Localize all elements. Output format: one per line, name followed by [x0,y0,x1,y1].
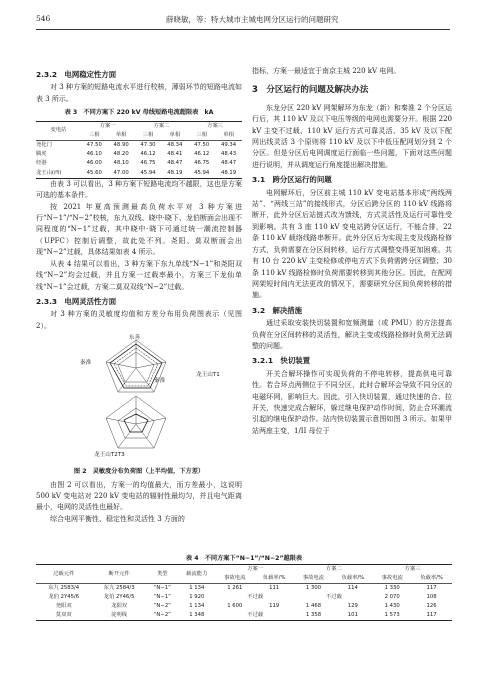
table-4-group-header: 方案一 [247,566,264,572]
table-cell: 淀明线 [111,612,128,618]
table-cell: 东九 2584/3 [103,585,135,591]
table-cell: 126 [426,603,437,609]
table-cell: 114 [347,585,358,591]
table-4-group-header: 方案二 [325,566,342,572]
figure-2-caption: 图 2 灵敏度分布负荷图（上半均值，下方差） [73,468,205,476]
paragraph: 对 3 种方案的短路电流水平进行校核，薄弱环节的短路电流如表 3 所示。 [36,83,242,103]
table-3-sub-header: 三相 [88,131,100,138]
section-3-2-heading: 3.2 解决措施 [252,305,303,315]
table-cell: 1 430 [384,603,400,609]
radar-axis-label-top: 东善 [129,335,141,342]
table-cell: 48.47 [220,160,237,167]
table-cell: 48.20 [113,151,129,158]
right-column [252,66,452,437]
table-row [36,584,452,594]
table-cell: 不过载 [247,612,264,618]
table-3-sub-header: 单相 [169,131,181,138]
section-3-heading: 3 分区运行的问题及解决办法 [252,85,369,96]
table-4-sub-header: 事故电流 [302,575,325,581]
table-cell: 101 [347,612,358,618]
table-row [36,150,242,159]
table-cell: 1 358 [305,612,322,618]
table-cell: 经港 [36,160,47,167]
table-4-col-header: 断开元件 [91,565,146,584]
paragraph: 按 2021 年夏高预测最高负荷水平对 3 种方案进行“N−1”/“N−2”校核，东九双线、晓中·晓下、龙伯断面会出现不同程度的“N−1”过载，其中晓中·晓下可通过统一潮流控制器（UPFC）控制后调整，故此处不列。尧阳、莫双断面会出现“N−2”过载，具体结果如表 4 所示。 [36,202,242,257]
paragraph: 通过采取安装快切装置和宽频测量（或 PMU）的方法提高负荷在分区间转移的灵活性，解决主变或线路检修时负荷无法调整的问题。 [252,319,452,350]
table-cell: 117 [426,612,437,618]
paragraph: 东龙分区 220 kV 网架解环为东龙（新）和秦淮 2 个分区运行后，其 110 kV 及以下电压等级的电网也需要分开。根据 220 kV 主变不过载、110 kV 运行方式可靠灵活、35 kV 及以下配网出线灵活 3 个原则将 110 kV 及以下中低压配网划分到 2 个分区。但是分区后电网调度运行面临一些问题，下面对这些问题进行说明，并从调度运行角度提出解决措施。 [252,103,452,169]
table-cell: 46.12 [140,151,156,158]
table-cell: 龙王山(西) [36,169,62,176]
table-4-col-header: 类型 [147,565,178,584]
table-cell: 尧化门 [36,142,52,149]
table-cell: 108 [426,594,437,600]
table-cell: 119 [269,603,280,609]
section-3-1-heading: 3.1 跨分区运行的问题 [252,175,332,185]
table-cell: 尧阳双 [55,603,72,609]
page-header [36,14,450,28]
table-cell: 46.12 [194,151,210,158]
table-4-group-header: 方案三 [404,566,421,572]
table-cell: 48.19 [220,169,237,176]
table-cell: “N−1” [153,585,171,591]
radar-axis-label-left: 秦淮 [80,360,92,367]
table-3-caption: 表 3 不同方案下 220 kV 母线短路电流超限表 kA [64,109,214,117]
table-4-col-header: 载流能力 [178,565,216,584]
radar-axis-label-center: 秦淮 [154,378,166,385]
table-cell: 47.50 [86,142,102,149]
table-4-col-header: 过载元件 [36,565,91,584]
table-cell: 莫双双 [55,612,72,618]
table-row [36,169,242,179]
table-cell: 1 468 [305,603,322,609]
radar-svg [36,334,242,454]
table-cell: 49.34 [220,142,237,149]
table-cell: 1 134 [189,603,205,609]
table-cell: 48.43 [220,151,237,158]
table-cell: 46.75 [140,160,156,167]
table-4-block [36,551,452,621]
table-cell: 龙伯 2Y46/5 [103,594,135,600]
table-cell: 48.47 [167,160,183,167]
table-row [36,159,242,168]
paragraph: 电网解环后，分区前主城 110 kV 变电站基本形成“两线两站”、“两线三站”的接线形式，分区后跨分区的 110 kV 线路将断开，此外分区后站链式改为馈线，方式灵活性及运行可靠性受到影响。共有 3 座 110 kV 变电站跨分区运行，不能合排，22 条 110 kV 载络线路串断开。此外分区后为实现主变及线路检修方式，负荷需要在分区间转移，运行方式调整变得更加困难。共有 10 台 220 kV 主变检修或停电方式下负荷需跨分区调整；30 条 110 kV 线路检修时负荷需要转移到其他分区。因此，在配网网架短时间内无法更改的情况下，需要研究分区间负荷转移的措施。 [252,188,452,300]
table-cell: 48.41 [167,151,183,158]
running-title: 薛晓敏，等：特大城市主城电网分区运行的问题研究 [166,15,339,24]
table-cell: 45.60 [86,169,102,176]
table-cell: 1 134 [189,585,205,591]
paragraph: 从表 4 结果可以看出，3 种方案下东九单线“N−1”和尧阳双线“N−2”均会过载，并且方案一过载率最小，方案三下龙仙单线“N−1”会过载，方案二莫双双线“N−2”过载。 [36,259,242,291]
radar-axis-label-bottom: 龙王山T2T3 [94,452,125,459]
table-cell: 腾虎 [36,151,47,158]
table-4-sub-header: 事故电流 [381,575,403,581]
paragraph: 对 3 种方案的灵敏度均值和方差分布用负荷图表示（见图 2）。 [36,310,242,330]
table-3-sub-header: 三相 [196,131,207,138]
table-3-sub-header: 单相 [115,131,127,138]
table-cell: 龙阳双 [111,603,128,609]
table-4-sub-header: 事故电流 [224,575,246,581]
table-cell: 129 [347,603,358,609]
table-cell: 东九 2583/4 [48,585,80,591]
table-cell: 47.50 [194,142,210,149]
table-cell: 不过载 [247,594,264,600]
table-cell: 48.10 [113,160,129,167]
section-2-3-3-heading: 2.3.3 电网灵活性方面 [36,296,117,306]
table-cell: 48.90 [113,142,129,149]
header-rule [36,29,450,30]
table-cell: 1 261 [227,585,243,591]
table-4 [36,564,452,621]
table-3-sub-header: 单相 [223,131,234,138]
table-cell: 1 573 [384,612,400,618]
paragraph: 综合电网平衡性、稳定性和灵活性 3 方面的 [50,514,185,523]
table-cell: 48.19 [167,169,183,176]
table-row [36,593,452,602]
page-number: 546 [36,14,51,23]
table-cell: 48.34 [167,142,183,149]
table-cell: 45.94 [140,169,156,176]
table-3 [36,121,242,179]
table-row [36,141,242,151]
section-2-3-2-heading: 2.3.2 电网稳定性方面 [36,70,117,79]
table-4-sub-header: 负载率/% [420,575,443,581]
table-row [36,602,452,611]
table-4-sub-header: 负载率/% [341,575,365,581]
table-cell: 1 348 [189,612,205,618]
table-cell: 46.75 [194,160,210,167]
section-3-2-1-heading: 3.2.1 快切装置 [252,356,310,366]
table-cell: 1 330 [384,585,400,591]
table-3-col-header: 变电站 [36,121,81,140]
left-column [36,66,242,525]
table-cell: 不过载 [325,594,342,600]
table-cell: 46.00 [86,160,102,167]
table-cell: 1 920 [189,594,205,600]
paragraph: 由图 2 可以看出，方案一的均值最大，而方差最小，这说明 500 kV 变电站对 220 kV 变电站的辐射性最均匀，并且电气距离最小，电网的灵活性也最好。 [36,480,242,512]
paragraph: 开关合解环操作可实现负荷的不停电转移，提高供电可靠性。若合环点两侧位于不同分区，此时合解环会导致不同分区的电磁环网，影响巨大。因此，引入快切装置，通过快速的合、拉开关，快速完成合解环，躲过继电保护动作时间，防止合环潮流引起的继电保护动作。站内快切装置示意图如图 3 所示。如果甲站两座主变，1/II 母位于 [252,369,452,435]
table-cell: 47.00 [113,169,129,176]
table-cell: 45.94 [194,169,210,176]
table-row [36,611,452,621]
paragraph: 指标，方案一最适宜于南京主城 220 kV 电网。 [252,67,401,75]
table-cell: 117 [426,585,437,591]
table-cell: “N−2” [153,612,171,618]
table-cell: 46.10 [86,151,102,158]
table-cell: 111 [269,585,280,591]
radar-axis-label-right: 龙王山T1 [196,372,220,379]
table-3-sub-header: 三相 [142,131,154,138]
table-4-caption: 表 4 不同方案下“N−1”/“N−2”越限表 [185,555,303,562]
table-cell: 1 300 [305,585,322,591]
table-cell: 47.30 [140,142,156,149]
table-cell: “N−1” [153,594,171,600]
table-3-group-header: 方案二 [153,122,170,129]
table-cell: 1 600 [227,603,243,609]
table-cell: “N−2” [153,603,171,609]
table-cell: 龙伯 2Y45/6 [48,594,80,600]
paragraph: 由表 3 可以看出，3 种方案下短路电流均不越限，这也是方案可选的基本条件。 [36,179,242,200]
table-3-group-header: 方案一 [99,122,116,129]
table-3-group-header: 方案三 [207,122,224,129]
figure-2-radar-charts [36,334,242,464]
table-4-sub-header: 负载率/% [262,575,286,581]
table-cell: 2 070 [384,594,400,600]
